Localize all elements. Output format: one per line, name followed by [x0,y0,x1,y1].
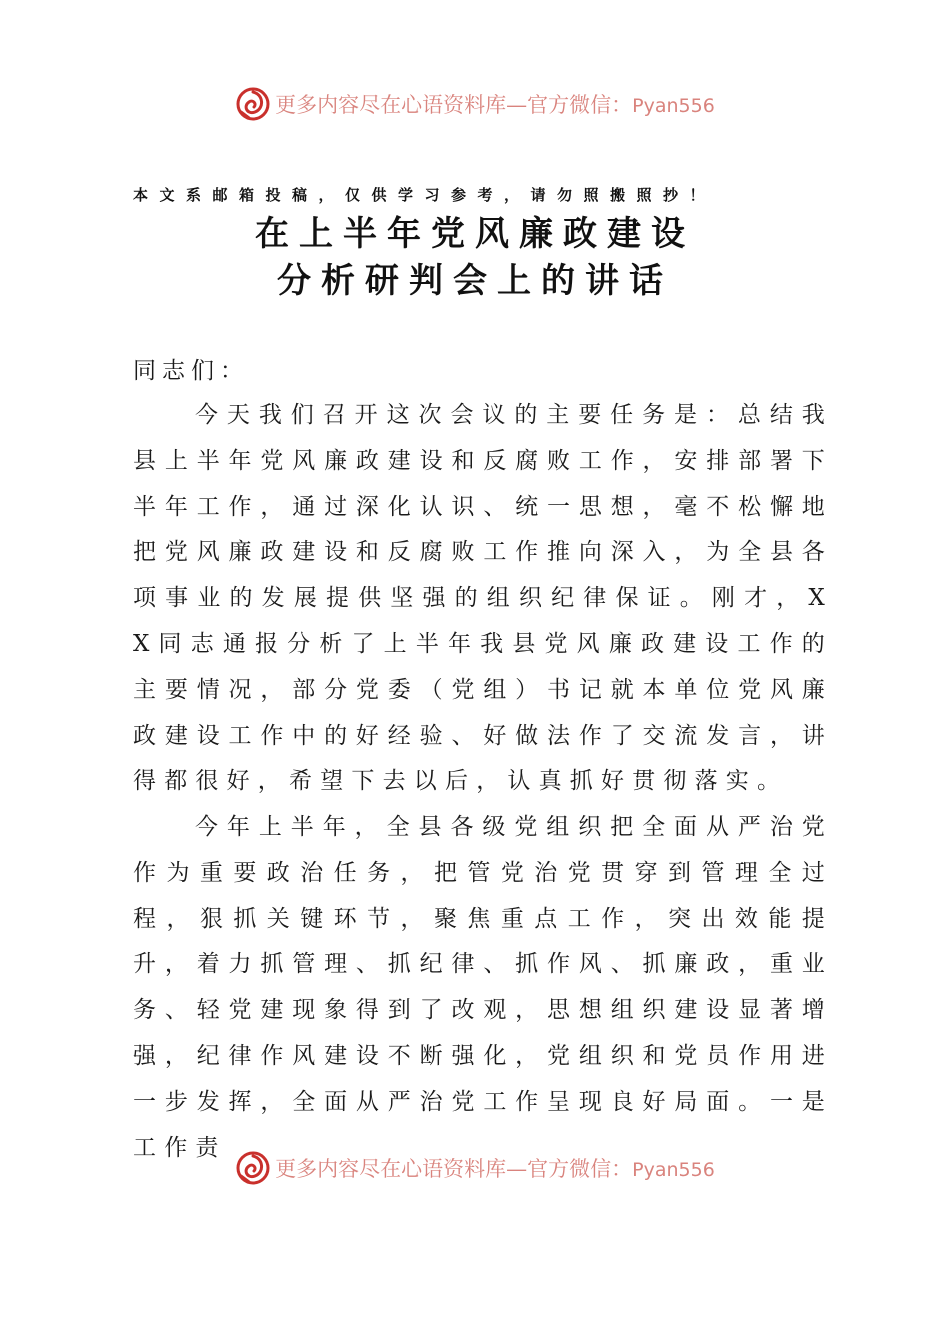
watermark-text: 更多内容尽在心语资料库—官方微信：Pyan556 [275,93,715,117]
body-paragraph-2: 今年上半年，全县各级党组织把全面从严治党作为重要政治任务，把管党治党贯穿到管理全过程，狠抓关键环节，聚焦重点工作，突出效能提升，着力抓管理、抓纪律、抓作风、抓廉政，重业务、轻党建现象得到了改观，思想组织建设显著增强，纪律作风建设不断强化，党组织和党员作用进一步发挥，全面从严治党工作呈现良好局面。一是工作责 [133,814,833,1161]
watermark-footer [0,1150,950,1186]
salutation: 同志们： [133,358,249,384]
watermark-handle: Pyan556 [632,95,715,117]
submission-notice: 本文系邮箱投稿，仅供学习参考，请勿照搬照抄！ [133,186,717,204]
red-spiral-logo-icon [235,1150,271,1186]
watermark-header [0,86,950,122]
watermark-handle: Pyan556 [632,1159,715,1181]
body-paragraph-1: 今天我们召开这次会议的主要任务是：总结我县上半年党风廉政建设和反腐败工作，安排部署下半年工作，通过深化认识、统一思想，毫不松懈地把党风廉政建设和反腐败工作推向深入，为全县各项事业的发展提供坚强的组织纪律保证。刚才，XX同志通报分析了上半年我县党风廉政建设工作的主要情况，部分党委（党组）书记就本单位党风廉政建设工作中的好经验、好做法作了交流发言，讲得都很好，希望下去以后，认真抓好贯彻落实。 [133,402,833,795]
document-title-line1: 在上半年党风廉政建设 [255,214,695,254]
watermark-text: 更多内容尽在心语资料库—官方微信：Pyan556 [275,1157,715,1181]
red-spiral-logo-icon [235,86,271,122]
document-title-line2: 分析研判会上的讲话 [277,261,673,301]
